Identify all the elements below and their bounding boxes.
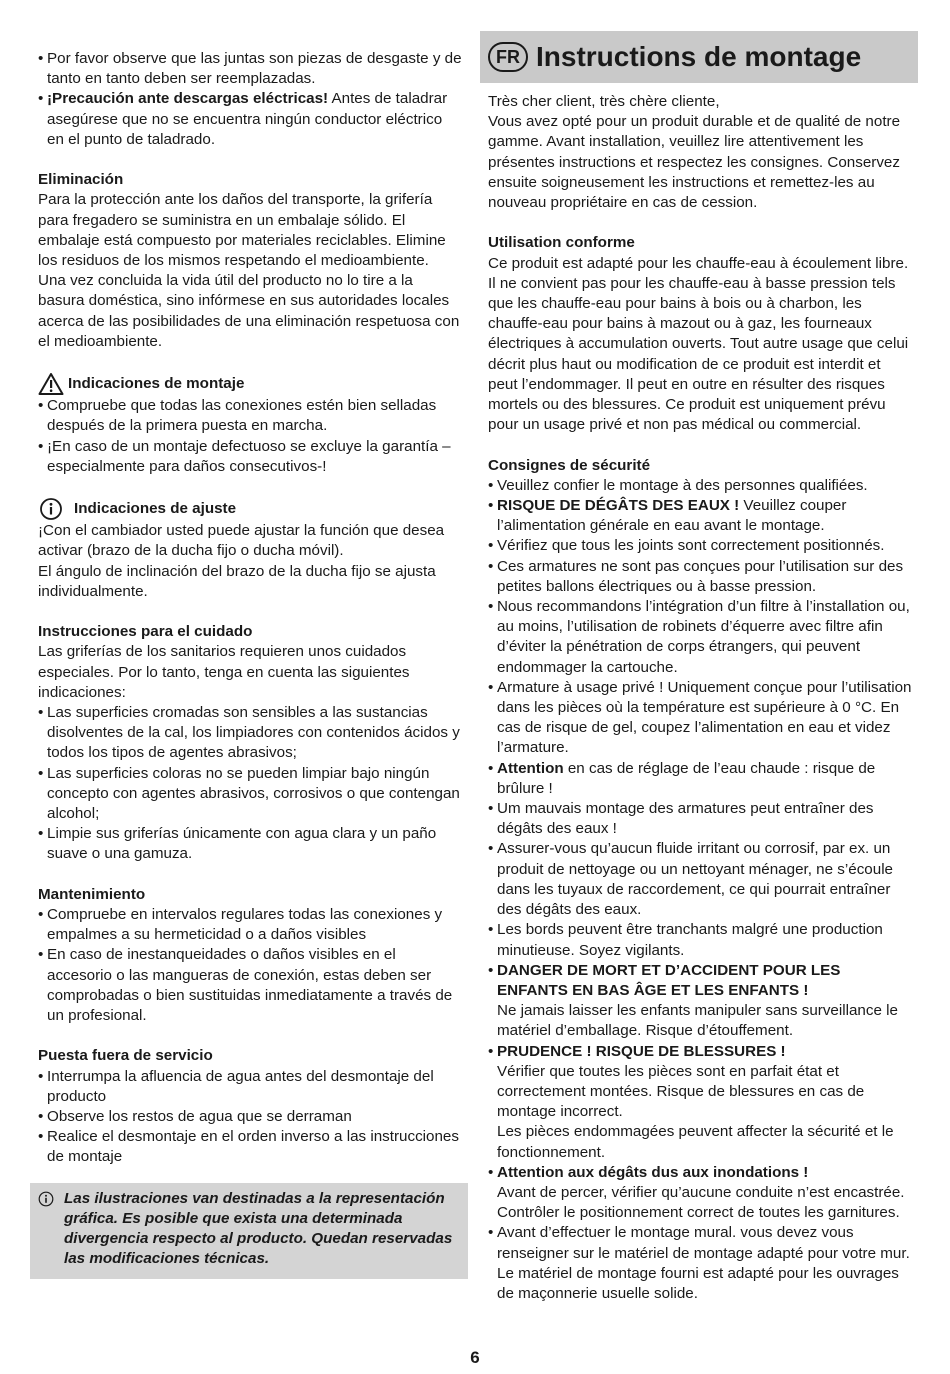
list-item: • Les bords peuvent être tranchants malgré une production minutieuse. Soyez vigilants. [488, 920, 913, 960]
list-item: • ¡En caso de un montaje defectuoso se excluye la garantía –especialmente para daños consecutivos-! [38, 437, 463, 477]
list-item: • Realice el desmontaje en el orden inverso a las instrucciones de montaje [38, 1127, 463, 1167]
section-heading-mantenimiento: Mantenimiento [38, 885, 146, 903]
language-badge: FR [488, 42, 528, 72]
list-item: • Compruebe en intervalos regulares todas las conexiones y empalmes a su hermeticidad o a daños visibles [38, 905, 463, 945]
section-heading-eliminacion: Eliminación [38, 171, 124, 189]
list-item: • Las superficies cromadas son sensibles a las sustancias disolventes de la cal, los limpiadores con contenidos ácidos y todos los tipos de agentes abrasivos; [38, 703, 463, 764]
list-item-prudence: • PRUDENCE ! RISQUE DE BLESSURES ! Vérifier que toutes les pièces sont en parfait état et correctement montées. Risque de blessures en cas de montage incorrect. Les pièces endommagées peuvent affecter la sécurité et le fonctionnement. [488, 1042, 913, 1163]
list-item: • Attention en cas de réglage de l’eau chaude : risque de brûlure ! [488, 759, 913, 799]
list-item: • Las superficies coloras no se pueden limpiar bajo ningún concepto con agentes abrasivos, corrosivos o que contengan alcohol; [38, 764, 463, 825]
list-item: • Ces armatures ne sont pas conçues pour l’utilisation sur des petites ballons électriques ou à basse pression. [488, 557, 913, 597]
paragraph: ¡Con el cambiador usted puede ajustar la función que desea activar (brazo de la ducha fijo o ducha móvil). [38, 522, 445, 560]
list-item-inondations: • Attention aux dégâts dus aux inondations ! Avant de percer, vérifier qu’aucune conduite n’est encastrée. Contrôler le positionnement correct de toutes les garnitures. [488, 1163, 913, 1224]
list-item: • Armature à usage privé ! Uniquement conçue pour l’utilisation dans les pièces où la température est supérieure à 0 °C. En cas de risque de gel, coupez l’alimentation en eau et videz l’armature. [488, 678, 913, 759]
list-item: • Nous recommandons l’intégration d’un filtre à l’installation ou, au moins, l’utilisation de robinets d’équerre avec filtre afin d’éviter la pénétration de corps étrangers, qui peuvent endommager la cartouche. [488, 597, 913, 678]
list-item: • Avant d’effectuer le montage mural. vous devez vous renseigner sur le matériel de montage adapté pour votre mur. Le matériel de montage fourni est adapté pour les ouvrages de maçonnerie usuelle solide. [488, 1223, 913, 1304]
list-item: • En caso de inestanqueidades o daños visibles en el accesorio o las mangueras de conexión, estas deben ser comprobadas o bien sustituidas inmediatamente a través de un profesional. [38, 945, 463, 1026]
list-item: • ¡Precaución ante descargas eléctricas! Antes de taladrar asegúrese que no se encuentra ningún conductor eléctrico en el punto de taladrado. [38, 89, 463, 150]
info-circle-icon [38, 1191, 54, 1207]
list-item: • RISQUE DE DÉGÂTS DES EAUX ! Veuillez couper l’alimentation générale en eau avant le montage. [488, 496, 913, 536]
warning-triangle-icon [38, 372, 64, 396]
section-heading-fuera: Puesta fuera de servicio [38, 1047, 213, 1065]
list-item: • Observe los restos de agua que se derraman [38, 1107, 463, 1127]
page-title: Instructions de montage [536, 41, 862, 72]
list-item: • Um mauvais montage des armatures peut entraîner des dégâts des eaux ! [488, 799, 913, 839]
section-heading-utilisation: Utilisation conforme [488, 234, 635, 252]
page-number: 6 [470, 1348, 480, 1367]
french-column [488, 0, 913, 1304]
paragraph: Una vez concluida la vida útil del producto no lo tire a la basura doméstica, sino infórmese en sus autoridades locales acerca de las posibilidades de una eliminación respetuosa con el medioambiente. [38, 272, 460, 350]
list-item: • Assurer-vous qu’aucun fluide irritant ou corrosif, par ex. un produit de nettoyage ou un nettoyant ménager, ne s’écoule dans les tuyaux de raccordement, ce qui pourrait entraîner des dégâts des eaux. [488, 839, 913, 920]
spanish-column [38, 49, 463, 1279]
paragraph: Très cher client, très chère cliente, [488, 93, 720, 110]
paragraph: Ce produit est adapté pour les chauffe-eau à écoulement libre. Il ne convient pas pour les chauffe-eau à basse pression tels que les chauffe-eau pour bains à bois ou à charbon, les chauffe-eau pour bains à mazout ou à gaz, les fourneaux électriques à accumulation ouverts. Tout autre usage que celui décrit plus haut ou modification de ce produit est interdit et peut l’endommager. Il peut en outre en résulter des risques mortels ou des blessures. Ce produit est uniquement prévu pour un usage privé et non pas médical ou commercial. [488, 254, 909, 434]
list-item: • Interrumpa la afluencia de agua antes del desmontaje del producto [38, 1067, 463, 1107]
paragraph: Vous avez opté pour un produit durable et de qualité de notre gamme. Avant installation, veuillez lire attentivement les présentes instructions et respectez les consignes. Conservez ensuite soigneusement les instructions et remettez-les au nouveau propriétaire en cas de cession. [488, 113, 901, 212]
section-header [480, 31, 918, 83]
list-item: • Vérifiez que tous les joints sont correctement positionnés. [488, 536, 913, 556]
list-item: • Veuillez confier le montage à des personnes qualifiées. [488, 476, 913, 496]
section-heading-montaje: Indicaciones de montaje [38, 372, 463, 396]
section-heading-ajuste: Indicaciones de ajuste [38, 497, 463, 521]
paragraph: Para la protección ante los daños del transporte, la grifería para fregadero se suministra en un embalaje sólido. El embalaje está compuesto por materiales reciclables. Elimine los residuos de los mismos respetando el medioambiente. [38, 191, 446, 270]
list-item-danger: • DANGER DE MORT ET D’ACCIDENT POUR LES ENFANTS EN BAS ÂGE ET LES ENFANTS ! Ne jamais laisser les enfants manipuler sans surveillance le matériel d’emballage. Risque d’étouffement. [488, 961, 913, 1042]
paragraph: El ángulo de inclinación del brazo de la ducha fijo se ajusta individualmente. [38, 562, 436, 600]
illustration-note: Las ilustraciones van destinadas a la representación gráfica. Es posible que exista una determinada divergencia respecto al producto. Quedan reservadas las modificaciones técnicas. [30, 1183, 468, 1280]
list-item: • Por favor observe que las juntas son piezas de desgaste y de tanto en tanto deben ser reemplazadas. [38, 49, 463, 89]
list-item: • Limpie sus griferías únicamente con agua clara y un paño suave o una gamuza. [38, 824, 463, 864]
section-heading-consignes: Consignes de sécurité [488, 456, 651, 474]
info-circle-icon [38, 497, 64, 521]
section-heading-cuidado: Instrucciones para el cuidado [38, 623, 253, 641]
list-item: • Compruebe que todas las conexiones estén bien selladas después de la primera puesta en marcha. [38, 396, 463, 436]
paragraph: Las griferías de los sanitarios requieren unos cuidados especiales. Por lo tanto, tenga en cuenta las siguientes indicaciones: [38, 643, 410, 701]
